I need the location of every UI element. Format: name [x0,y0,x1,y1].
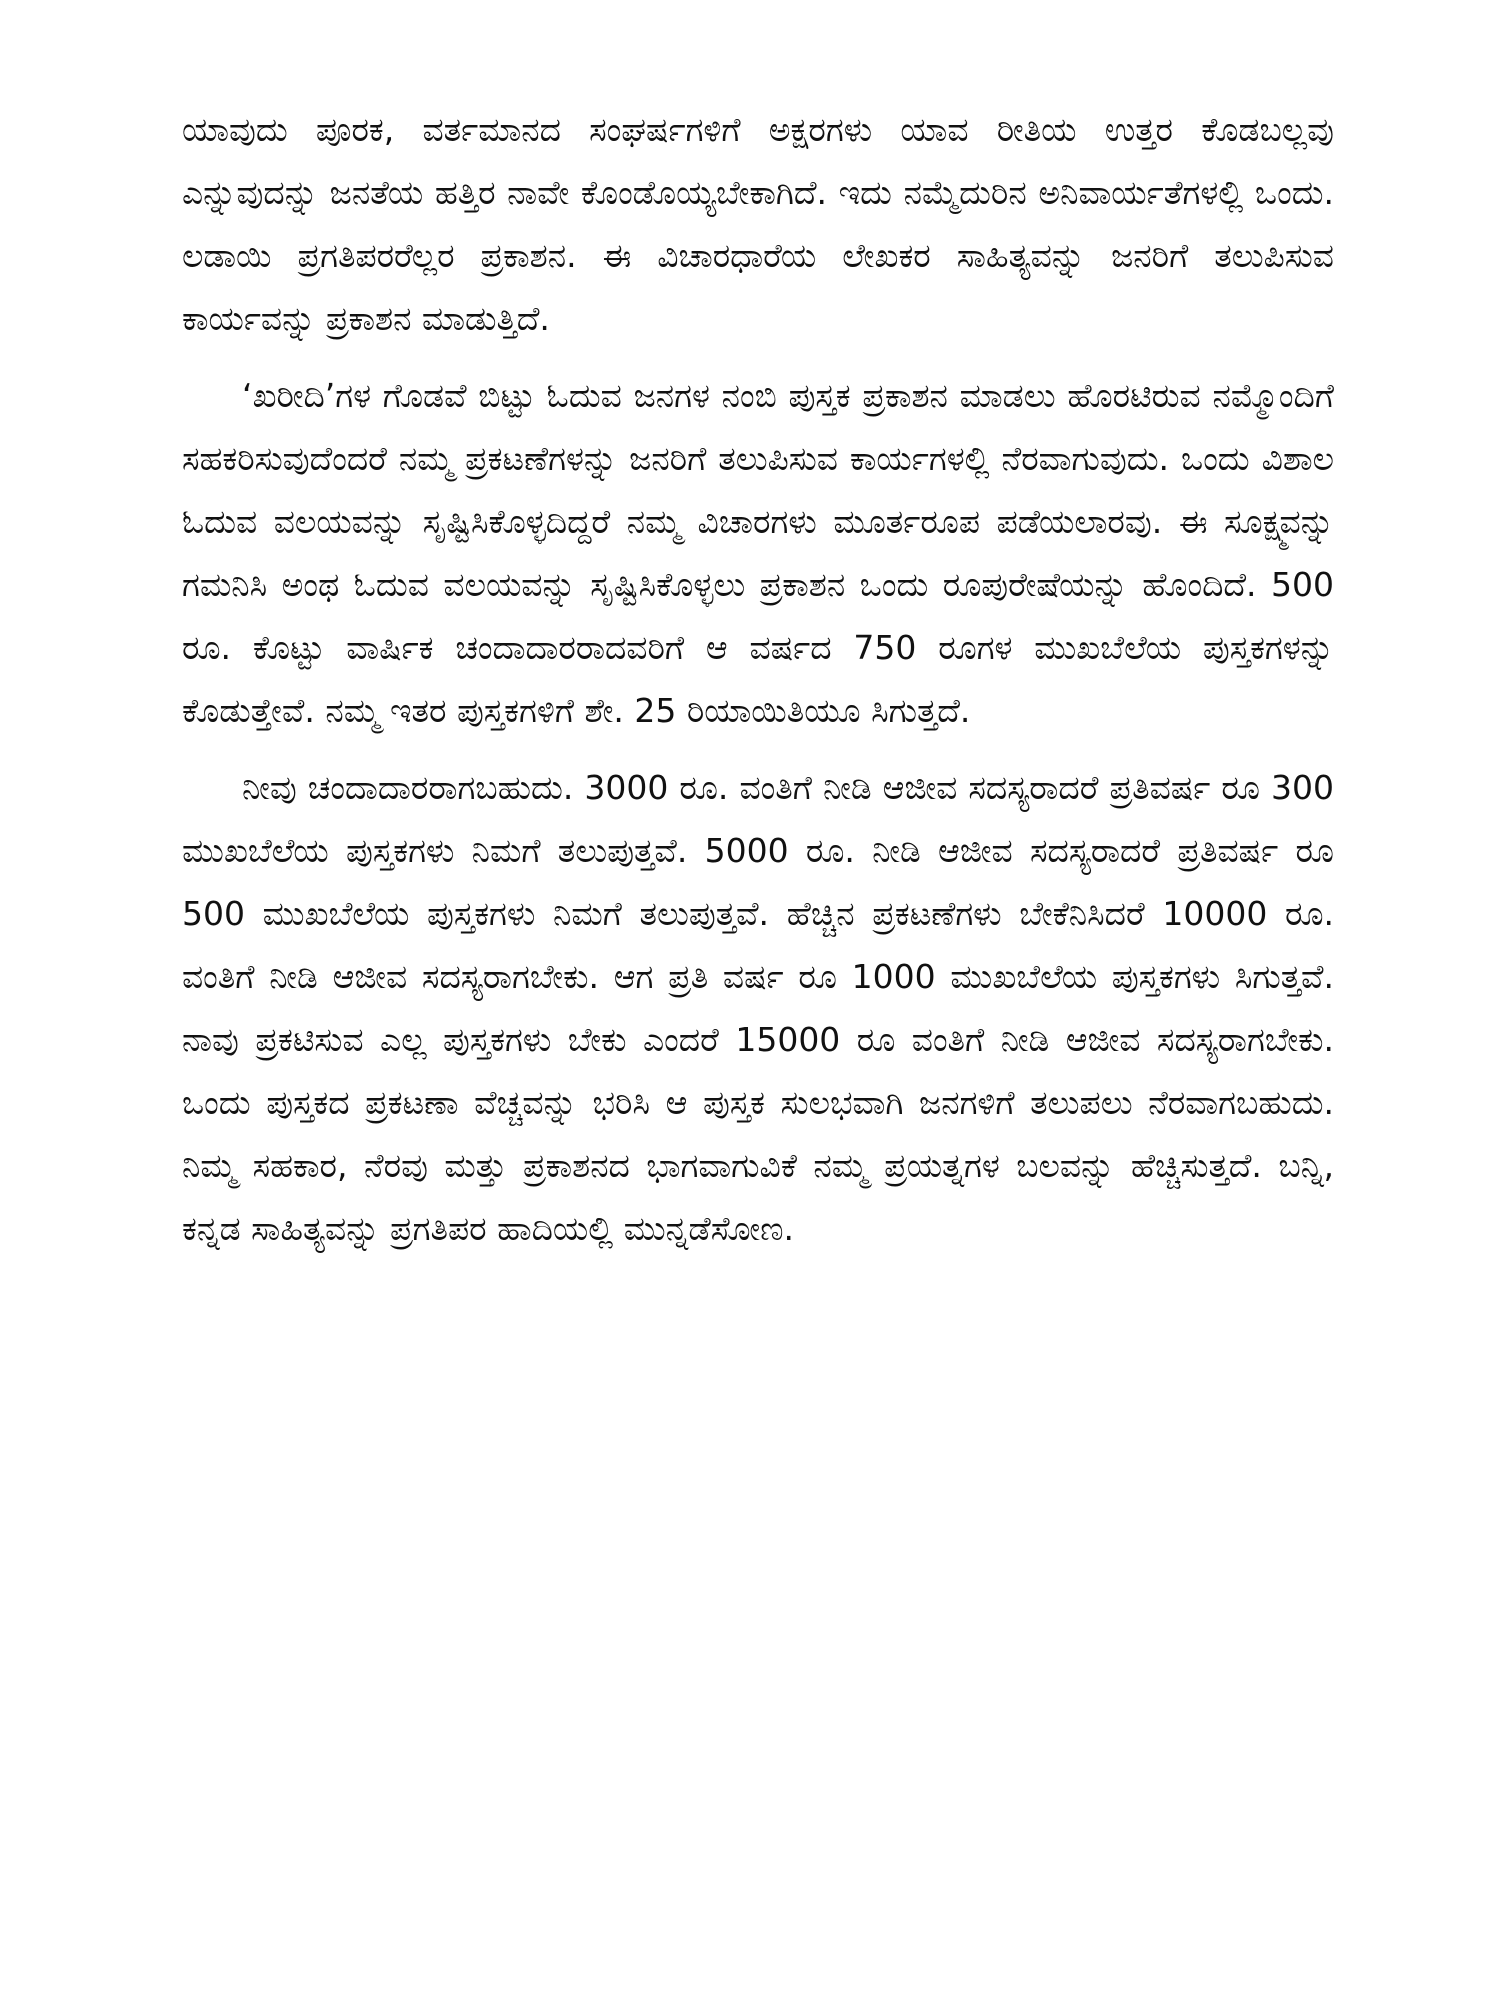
paragraph-2: ‘ಖರೀದಿ’ಗಳ ಗೊಡವೆ ಬಿಟ್ಟು ಓದುವ ಜನಗಳ ನಂಬಿ ಪುಸ್ತಕ ಪ್ರಕಾಶನ ಮಾಡಲು ಹೊರಟಿರುವ ನಮ್ಮೊಂದಿಗೆ ಸಹಕರಿಸುವುದೆಂದರೆ ನಮ್ಮ ಪ್ರಕಟಣೆಗಳನ್ನು ಜನರಿಗೆ ತಲುಪಿಸುವ ಕಾರ್ಯಗಳಲ್ಲಿ ನೆರವಾಗುವುದು. ಒಂದು ವಿಶಾಲ ಓದುವ ವಲಯವನ್ನು ಸೃಷ್ಟಿಸಿಕೊಳ್ಳದಿದ್ದರೆ ನಮ್ಮ ವಿಚಾರಗಳು ಮೂರ್ತರೂಪ ಪಡೆಯಲಾರವು. ಈ ಸೂಕ್ಷ್ಮವನ್ನು ಗಮನಿಸಿ ಅಂಥ ಓದುವ ವಲಯವನ್ನು ಸೃಷ್ಟಿಸಿಕೊಳ್ಳಲು ಪ್ರಕಾಶನ ಒಂದು ರೂಪುರೇಷೆಯನ್ನು ಹೊಂದಿದೆ. 500 ರೂ. ಕೊಟ್ಟು ವಾರ್ಷಿಕ ಚಂದಾದಾರರಾದವರಿಗೆ ಆ ವರ್ಷದ 750 ರೂಗಳ ಮುಖಬೆಲೆಯ ಪುಸ್ತಕಗಳನ್ನು ಕೊಡುತ್ತೇವೆ. ನಮ್ಮ ಇತರ ಪುಸ್ತಕಗಳಿಗೆ ಶೇ. 25 ರಿಯಾಯಿತಿಯೂ ಸಿಗುತ್ತದೆ. [182,376,1334,730]
paragraph-1: ಯಾವುದು ಪೂರಕ, ವರ್ತಮಾನದ ಸಂಘರ್ಷಗಳಿಗೆ ಅಕ್ಷರಗಳು ಯಾವ ರೀತಿಯ ಉತ್ತರ ಕೊಡಬಲ್ಲವು ಎನ್ನುವುದನ್ನು ಜನತೆಯ ಹತ್ತಿರ ನಾವೇ ಕೊಂಡೊಯ್ಯಬೇಕಾಗಿದೆ. ಇದು ನಮ್ಮೆದುರಿನ ಅನಿವಾರ್ಯತೆಗಳಲ್ಲಿ ಒಂದು. ಲಡಾಯಿ ಪ್ರಗತಿಪರರೆಲ್ಲರ ಪ್ರಕಾಶನ. ಈ ವಿಚಾರಧಾರೆಯ ಲೇಖಕರ ಸಾಹಿತ್ಯವನ್ನು ಜನರಿಗೆ ತಲುಪಿಸುವ ಕಾರ್ಯವನ್ನು ಪ್ರಕಾಶನ ಮಾಡುತ್ತಿದೆ. [182,110,1334,338]
paragraph-3: ನೀವು ಚಂದಾದಾರರಾಗಬಹುದು. 3000 ರೂ. ವಂತಿಗೆ ನೀಡಿ ಆಜೀವ ಸದಸ್ಯರಾದರೆ ಪ್ರತಿವರ್ಷ ರೂ 300 ಮುಖಬೆಲೆಯ ಪುಸ್ತಕಗಳು ನಿಮಗೆ ತಲುಪುತ್ತವೆ. 5000 ರೂ. ನೀಡಿ ಆಜೀವ ಸದಸ್ಯರಾದರೆ ಪ್ರತಿವರ್ಷ ರೂ 500 ಮುಖಬೆಲೆಯ ಪುಸ್ತಕಗಳು ನಿಮಗೆ ತಲುಪುತ್ತವೆ. ಹೆಚ್ಚಿನ ಪ್ರಕಟಣೆಗಳು ಬೇಕೆನಿಸಿದರೆ 10000 ರೂ. ವಂತಿಗೆ ನೀಡಿ ಆಜೀವ ಸದಸ್ಯರಾಗಬೇಕು. ಆಗ ಪ್ರತಿ ವರ್ಷ ರೂ 1000 ಮುಖಬೆಲೆಯ ಪುಸ್ತಕಗಳು ಸಿಗುತ್ತವೆ. ನಾವು ಪ್ರಕಟಿಸುವ ಎಲ್ಲ ಪುಸ್ತಕಗಳು ಬೇಕು ಎಂದರೆ 15000 ರೂ ವಂತಿಗೆ ನೀಡಿ ಆಜೀವ ಸದಸ್ಯರಾಗಬೇಕು. ಒಂದು ಪುಸ್ತಕದ ಪ್ರಕಟಣಾ ವೆಚ್ಚವನ್ನು ಭರಿಸಿ ಆ ಪುಸ್ತಕ ಸುಲಭವಾಗಿ ಜನಗಳಿಗೆ ತಲುಪಲು ನೆರವಾಗಬಹುದು. ನಿಮ್ಮ ಸಹಕಾರ, ನೆರವು ಮತ್ತು ಪ್ರಕಾಶನದ ಭಾಗವಾಗುವಿಕೆ ನಮ್ಮ ಪ್ರಯತ್ನಗಳ ಬಲವನ್ನು ಹೆಚ್ಚಿಸುತ್ತದೆ. ಬನ್ನಿ, ಕನ್ನಡ ಸಾಹಿತ್ಯವನ್ನು ಪ್ರಗತಿಪರ ಹಾದಿಯಲ್ಲಿ ಮುನ್ನಡೆಸೋಣ. [182,768,1334,1248]
body-text [182,98,1334,1274]
